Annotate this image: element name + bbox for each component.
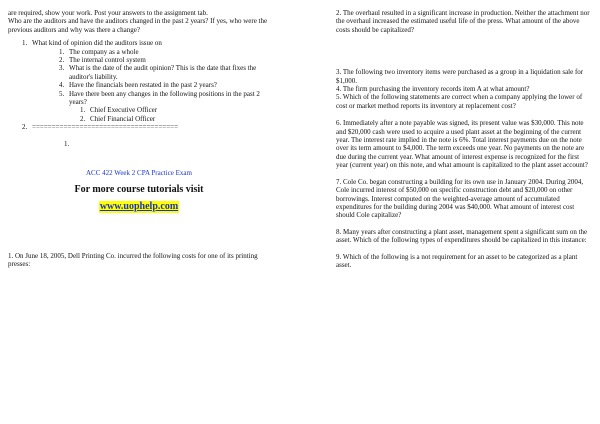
right-column <box>336 9 592 269</box>
promo-link[interactable]: www.uophelp.com <box>99 200 179 212</box>
question-2: 2. The overhaul resulted in a significant increase in production. Neither the attachment nor the overhaul increased the estimated useful life of the press. What amount of the above costs should be capitalized? <box>336 9 590 34</box>
list-item: 2. ===================================== <box>22 123 179 132</box>
question-5: 5. Which of the following statements are correct when a company applying the lower of cost or market method reports its inventory at replacement cost? <box>336 93 583 110</box>
list-item: 5. Have there been any changes in the following positions in the past 2 years? 1. Chief Executive Officer 2. Chief Financial Officer <box>59 90 270 124</box>
lone-number: 1. <box>64 139 70 148</box>
list-item: 4. Have the financials been restated in the past 2 years? <box>59 81 217 90</box>
list-item: 3. What is the date of the audit opinion? This is the date that fixes the auditor's liability. <box>59 64 257 81</box>
question-9: 9. Which of the following is a not requirement for an asset to be categorized as a plant asset. <box>336 252 578 269</box>
question-1: 1. On June 18, 2005, Dell Printing Co. incurred the following costs for one of its printing presses: <box>8 251 258 268</box>
question-4: 4. The firm purchasing the inventory records item A at what amount? <box>336 85 530 94</box>
left-column <box>8 9 270 268</box>
question-3: 3. The following two inventory items were purchased as a group in a liquidation sale for $1,000. <box>336 68 584 85</box>
question-6: 6. Immediately after a note payable was signed, its present value was $30,000. This note and $20,000 cash were used to acquire a used plant asset at the beginning of the current year. The interest rate implied in the note is 6%. Total interest payments due on the note over its term amount to $4,000. The term exceeds one year. No payments on the note are due during the current year. What amount of interest expense is recognized for the first year (current year) on this note, and what amount is capitalized to the plant asset account? <box>336 119 588 170</box>
question-7: 7. Cole Co. began constructing a building for its own use in January 2004. During 2004, Cole incurred interest of $50,000 on specific construction debt and $20,000 on other borrowings. Interest computed on the weighted-average amount of accumulated expenditures for the building during 2004 was $40,000. What amount of interest cost should Cole capitalize? <box>336 177 584 220</box>
promo-heading: For more course tutorials visit <box>74 183 204 195</box>
list-item: 2. The internal control system <box>59 56 146 65</box>
question-8: 8. Many years after constructing a plant asset, management spent a significant sum on the asset. Which of the following types of expenditures should be capitalized in this instance: <box>336 227 588 245</box>
auditor-question: Who are the auditors and have the auditors changed in the past 2 years? If yes, who were the previous auditors and why was there a change? <box>8 17 268 34</box>
list-item: 1. What kind of opinion did the auditors issue on 1. The company as a whole 2. The internal control system 3. What is the date of the audit opinion? This is the date that fixes the auditor's liability. 4. Have the financials been restated in the past 2 years? 5. Have there been any changes in the following positions in the past 2 years? 1. Chief Executive Officer 2. Chief Financial Officer <box>22 39 270 123</box>
list-item: 1. The company as a whole <box>59 47 139 56</box>
auditor-list <box>8 39 270 131</box>
list-item: 1. Chief Executive Officer <box>80 106 158 115</box>
sub-list <box>32 48 270 124</box>
separator-line: ===================================== <box>32 123 179 132</box>
sub-sub-list <box>69 106 270 123</box>
list-item: 2. Chief Financial Officer <box>80 114 156 123</box>
intro-text: are required, show your work. Post your answers to the assignment tab. <box>8 9 208 17</box>
course-title: ACC 422 Week 2 CPA Practice Exam <box>86 169 192 178</box>
